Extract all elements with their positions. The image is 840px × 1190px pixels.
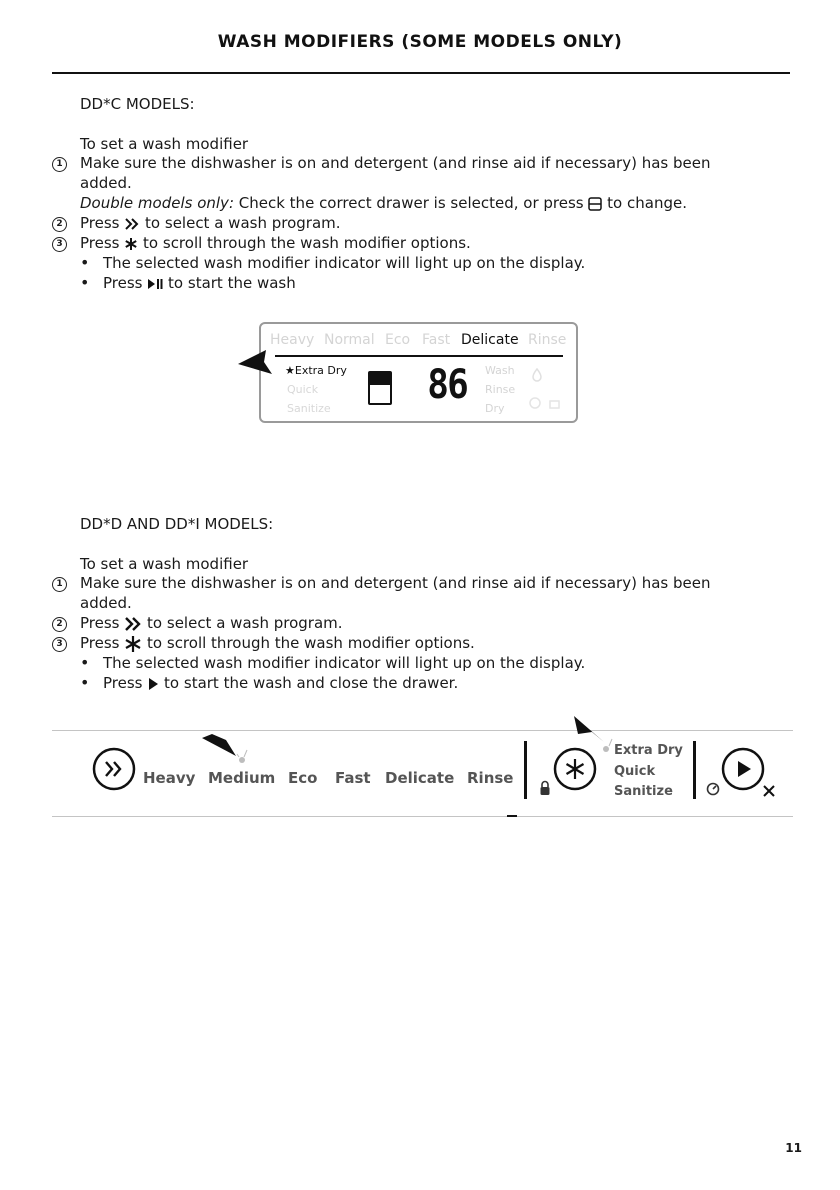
program-normal: Normal <box>324 332 375 348</box>
step-number-3: 3 <box>52 237 67 252</box>
page-number: 11 <box>785 1141 802 1155</box>
modifier-quick: Quick <box>287 383 319 396</box>
modifier-star-icon <box>124 237 138 251</box>
step-number-2: 2 <box>52 217 67 232</box>
s2-step3 <box>80 633 475 653</box>
rinse-aid-icon <box>531 368 543 382</box>
s2-step1-line2: added. <box>80 594 132 612</box>
drawer-select-icon <box>588 197 602 211</box>
lock-icon <box>539 780 551 796</box>
play-icon <box>147 677 159 691</box>
s1-step2-press: Press <box>80 214 120 232</box>
modifier-extra-dry <box>285 364 347 377</box>
double-models-label: Double models only: <box>80 194 234 212</box>
s2-step3-press: Press <box>80 634 120 652</box>
s1-bullet2-press: Press <box>103 274 143 292</box>
panel2-marker <box>507 815 517 817</box>
s2-step3-text: to scroll through the wash modifier options. <box>147 634 475 652</box>
program-fast: Fast <box>335 769 371 787</box>
modifier-sanitize: Sanitize <box>287 402 331 415</box>
program-medium: Medium <box>208 769 276 787</box>
pointer-arrow-icon <box>236 348 274 376</box>
cancel-x-icon <box>763 785 775 797</box>
section2-subheading: To set a wash modifier <box>80 555 249 573</box>
s2-bullet2-press: Press <box>103 674 143 692</box>
s2-bullet2-text: to start the wash and close the drawer. <box>164 674 459 692</box>
s1-bullet1: The selected wash modifier indicator will light up on the display. <box>103 254 586 272</box>
page-title: WASH MODIFIERS (SOME MODELS ONLY) <box>217 32 623 52</box>
step-number-1: 1 <box>52 577 67 592</box>
program-heavy: Heavy <box>270 332 315 348</box>
program-chevron-icon <box>124 617 142 631</box>
drawer-indicator-icon <box>368 371 392 405</box>
s1-step2-text: to select a wash program. <box>145 214 341 232</box>
modifier-extra-dry-label: Extra Dry <box>294 364 347 377</box>
program-button-icon <box>92 747 136 791</box>
panel2-separator <box>693 741 696 799</box>
s2-step2 <box>80 613 343 633</box>
play-pause-icon <box>147 278 163 290</box>
modifier-quick: Quick <box>614 764 656 779</box>
control-panel-ddc <box>259 322 578 423</box>
s1-bullet2-text: to start the wash <box>168 274 296 292</box>
bullet-dot: • <box>80 253 90 272</box>
program-delicate: Delicate <box>385 769 455 787</box>
step-number-1: 1 <box>52 157 67 172</box>
modifier-sanitize: Sanitize <box>614 784 673 799</box>
program-fast: Fast <box>422 332 451 348</box>
step-number-2: 2 <box>52 617 67 632</box>
modifier-star-mini-icon: ★ <box>285 364 295 377</box>
stage-rinse: Rinse <box>485 383 516 396</box>
step-number-3: 3 <box>52 637 67 652</box>
program-eco: Eco <box>288 769 318 787</box>
section2-heading: DD*D AND DD*I MODELS: <box>80 515 274 533</box>
display-digits: 86 <box>427 362 467 408</box>
program-rinse: Rinse <box>467 769 514 787</box>
bullet-dot: • <box>80 273 90 292</box>
s1-double-models-line <box>80 193 687 213</box>
lock-timer-icons <box>529 396 563 410</box>
s2-step1-line1: Make sure the dishwasher is on and detergent (and rinse aid if necessary) has been <box>80 574 711 592</box>
panel2-top-line <box>52 730 793 731</box>
stage-wash: Wash <box>485 364 515 377</box>
program-heavy: Heavy <box>143 769 196 787</box>
s1-step3-press: Press <box>80 234 120 252</box>
s2-step2-text: to select a wash program. <box>147 614 343 632</box>
pointer-arrow-icon <box>200 732 238 760</box>
s1-step2 <box>80 213 341 233</box>
s1-step1-line1: Make sure the dishwasher is on and detergent (and rinse aid if necessary) has been <box>80 154 711 172</box>
modifier-extra-dry: Extra Dry <box>614 743 683 758</box>
double-models-text-end: to change. <box>607 194 687 212</box>
double-models-text: Check the correct drawer is selected, or press <box>234 194 584 212</box>
s2-bullet2 <box>103 673 458 693</box>
s2-step2-press: Press <box>80 614 120 632</box>
program-eco: Eco <box>385 332 411 348</box>
panel2-bottom-line <box>52 816 793 817</box>
program-delicate: Delicate <box>461 332 519 348</box>
panel2-separator <box>524 741 527 799</box>
modifier-star-icon <box>124 635 142 653</box>
s1-step3 <box>80 233 471 253</box>
delay-timer-icon <box>706 782 720 796</box>
s1-step3-text: to scroll through the wash modifier options. <box>143 234 471 252</box>
bullet-dot: • <box>80 653 90 672</box>
section1-subheading: To set a wash modifier <box>80 135 249 153</box>
bullet-dot: • <box>80 673 90 692</box>
title-rule <box>52 72 790 74</box>
modifier-button-icon <box>553 747 597 791</box>
start-button-icon <box>721 747 765 791</box>
s1-step1-line2: added. <box>80 174 132 192</box>
s1-bullet2 <box>103 273 296 293</box>
s2-bullet1: The selected wash modifier indicator will light up on the display. <box>103 654 586 672</box>
program-chevron-icon <box>124 218 140 230</box>
program-rinse: Rinse <box>528 332 567 348</box>
pointer-arrow-icon <box>570 714 606 744</box>
stage-dry: Dry <box>485 402 505 415</box>
section1-heading: DD*C MODELS: <box>80 95 195 113</box>
panel-divider <box>275 355 563 357</box>
